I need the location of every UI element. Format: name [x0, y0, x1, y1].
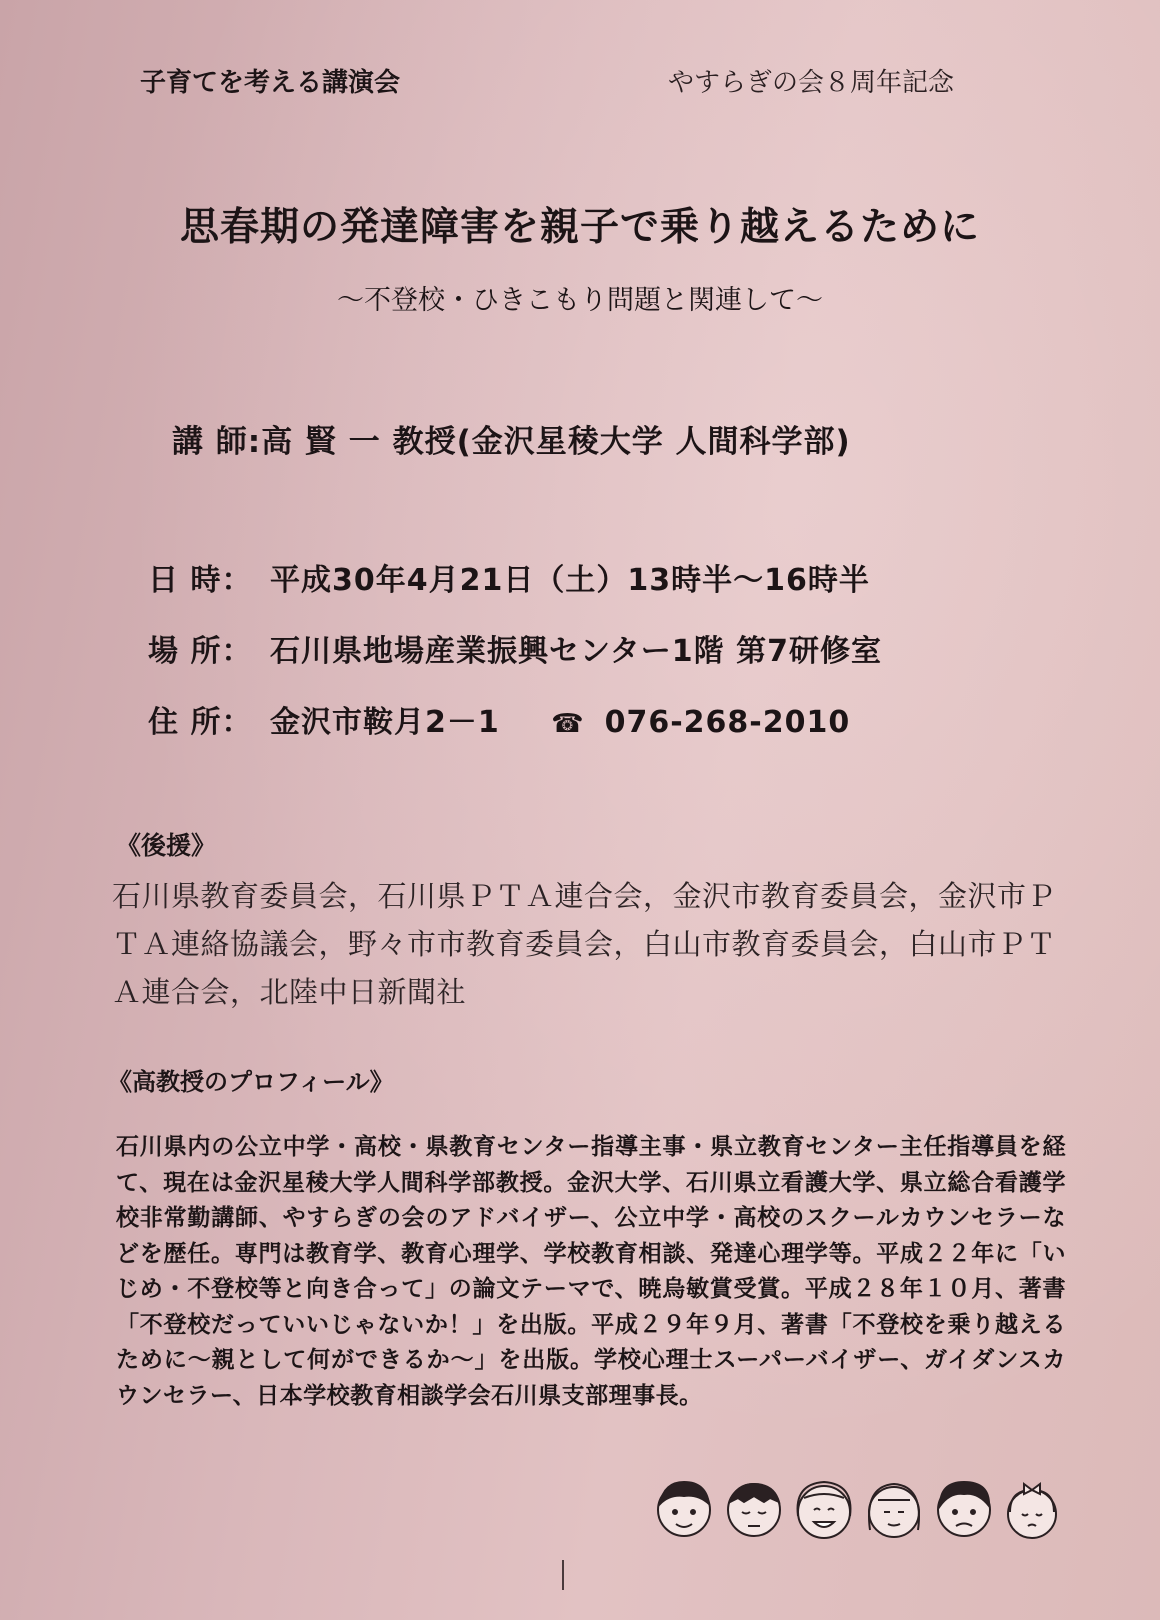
support-heading: 《後援》: [116, 831, 217, 860]
place-row: [148, 626, 882, 670]
anniversary-note: やすらぎの会８周年記念: [668, 68, 955, 98]
face-icon-1: [658, 1482, 710, 1536]
face-icon-6: [1008, 1484, 1056, 1538]
lecture-title: 思春期の発達障害を親子で乗り越えるために: [179, 205, 980, 250]
event-series: 子育てを考える講演会: [140, 68, 401, 98]
address-label: 住 所：: [148, 705, 253, 740]
face-icon-5: [938, 1482, 990, 1536]
address-row: [148, 697, 850, 741]
phone-number: 076-268-2010: [604, 705, 851, 740]
profile-body: 石川県内の公立中学・高校・県教育センター指導主事・県立教育センター主任指導員を経て、現在は金沢星稜大学人間科学部教授。金沢大学、石川県立看護大学、県立総合看護学校非常勤講師、やすらぎの会のアドバイザー、公立中学・高校のスクールカウンセラーなどを歴任。専門は教育学、教育心理学、学校教育相談、発達心理学等。平成２２年に「いじめ・不登校等と向き合って」の論文テーマで、暁烏敏賞受賞。平成２８年１０月、著書「不登校だっていいじゃないか！」を出版。平成２９年９月、著書「不登校を乗り越えるために～親として何ができるか～」を出版。学校心理士スーパーバイザー、ガイダンスカウンセラー、日本学校教育相談学会石川県支部理事長。: [116, 1134, 1066, 1409]
datetime-value: 平成30年4月21日（土）13時半～16時半: [270, 563, 870, 598]
lecture-subtitle: ～不登校・ひきこもり問題と関連して～: [337, 285, 823, 316]
datetime-row: [148, 555, 870, 599]
profile-heading: 《高教授のプロフィール》: [108, 1068, 394, 1096]
face-icon-4: [869, 1484, 919, 1537]
support-body: 石川県教育委員会，石川県ＰＴＡ連合会，金沢市教育委員会，金沢市ＰＴＡ連絡協議会，野々市市教育委員会，白山市教育委員会，白山市ＰＴＡ連合会，北陸中日新聞社: [112, 879, 1057, 1009]
telephone-icon: ☎: [551, 709, 585, 739]
datetime-label: 日 時：: [148, 563, 253, 598]
face-icon-3: [798, 1482, 851, 1538]
address-value: 金沢市鞍月2－1: [270, 705, 500, 740]
paper-mark: [562, 1560, 564, 1590]
children-faces-illustration: [648, 1472, 1058, 1544]
lecturer-line: 講 師:高 賢 一 教授(金沢星稜大学 人間科学部): [172, 424, 851, 460]
place-label: 場 所：: [148, 634, 253, 669]
face-icon-2: [728, 1484, 780, 1536]
phone: [551, 705, 850, 740]
place-value: 石川県地場産業振興センター1階 第7研修室: [270, 634, 882, 669]
